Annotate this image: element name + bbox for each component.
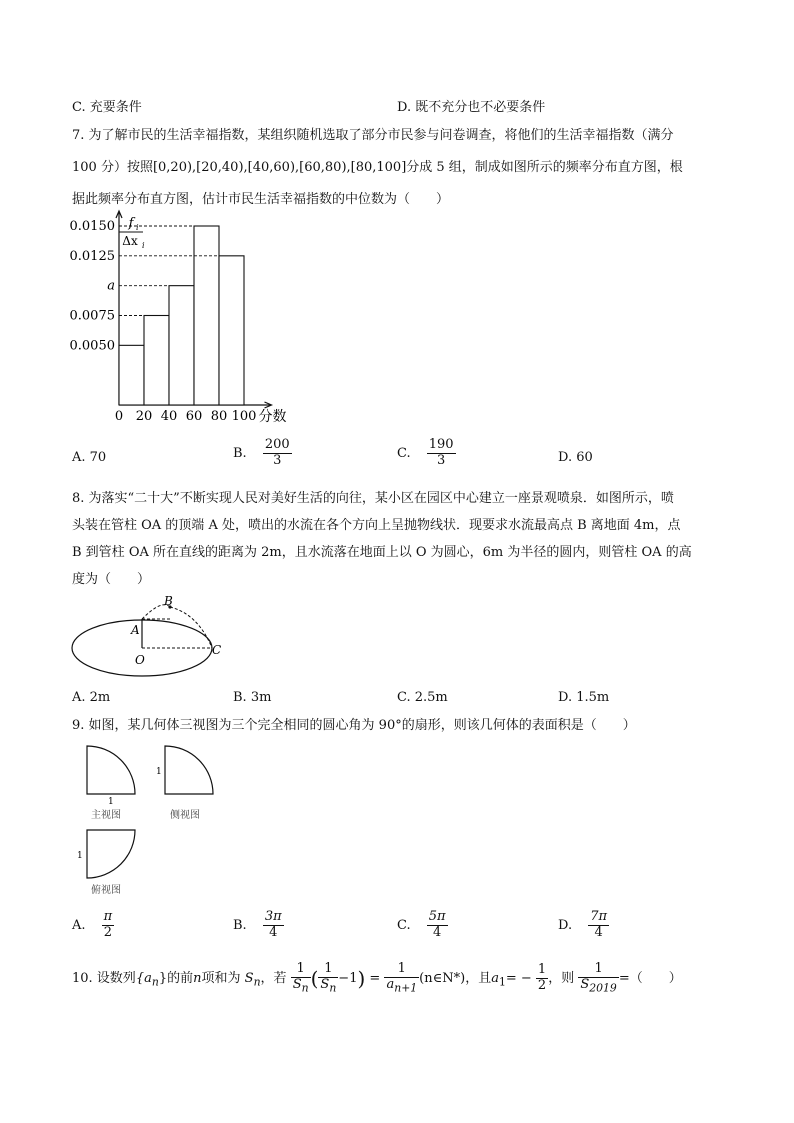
- histogram-bar: [219, 256, 244, 405]
- x-tick-label: 20: [135, 409, 153, 424]
- q9-option-a-denominator: 2: [103, 924, 113, 940]
- q9-option-c-label: C.: [397, 917, 411, 933]
- side-view-caption: 侧视图: [170, 810, 200, 821]
- q10-frac1-den-s: S: [292, 976, 302, 992]
- q10-a1: a: [491, 970, 499, 986]
- q9-option-c-denominator: 4: [433, 924, 442, 940]
- q10-n: n: [193, 970, 202, 986]
- q10-mid3: ，若: [260, 970, 287, 986]
- q10-minus-one: −1: [338, 970, 358, 986]
- q9-option-b-fraction: [263, 910, 284, 941]
- q10-eq: =: [369, 970, 381, 986]
- q8-stem-line4: 度为（ ）: [72, 572, 151, 587]
- q10-frac1-den-sub: n: [301, 981, 309, 995]
- x-tick-label: 60: [185, 409, 203, 424]
- q7-stem-line3: 据此频率分布直方图，估计市民生活幸福指数的中位数为（ ）: [72, 192, 450, 207]
- q7-option-c-denominator: 3: [437, 452, 446, 468]
- label-c: C: [212, 643, 222, 657]
- x-tick-label: 0: [114, 409, 124, 424]
- q7-option-b-numerator: 200: [264, 437, 290, 452]
- q10-frac2: [318, 962, 338, 995]
- q9-option-a-label: A.: [72, 917, 86, 933]
- q10-frac3-den-sub: n+1: [394, 981, 418, 995]
- q9-option-b-label: B.: [233, 917, 247, 933]
- q9-option-a-numerator: π: [103, 909, 113, 924]
- q10-frac4: [578, 962, 618, 995]
- q10-mid2: 项和为: [201, 970, 241, 986]
- y-axis-label-numerator: f: [128, 216, 134, 231]
- fountain-figure: [66, 594, 236, 680]
- q10-frac4-num: 1: [578, 962, 618, 978]
- q10-a1-sub: 1: [498, 975, 506, 989]
- q9-option-b-numerator: 3π: [264, 909, 282, 924]
- q10-frac1: [291, 962, 311, 995]
- q7-option-b-fraction: [263, 438, 292, 469]
- q10-mid1: 的前: [167, 970, 194, 986]
- q10-frac2-den-s: S: [320, 976, 330, 992]
- q7-stem-line1: 7. 为了解市民的生活幸福指数，某组织随机选取了部分市民参与问卷调查，将他们的生活幸福指数（满分: [72, 128, 674, 143]
- histogram-bar: [144, 316, 169, 406]
- q10-prefix: 10. 设数列: [72, 970, 136, 986]
- q7-option-b-denominator: 3: [273, 452, 282, 468]
- q8-option-d: D. 1.5m: [558, 690, 610, 705]
- histogram-bar: [169, 286, 194, 405]
- q8-option-b: B. 3m: [233, 690, 272, 705]
- q10-s-sub: n: [253, 975, 261, 989]
- q10-frac4-den-sub: 2019: [589, 981, 617, 995]
- q10-seq-sub: n: [151, 975, 159, 989]
- q7-option-b-label: B.: [233, 445, 247, 461]
- q9-option-d: [558, 910, 609, 941]
- y-axis-label-numerator-sub: i: [136, 223, 139, 232]
- q10-tail: =（ ）: [618, 970, 682, 986]
- q10-frac3: [384, 962, 419, 995]
- q8-stem-line3: B 到管柱 OA 所在直线的距离为 2m，且水流落在地面上以 O 为圆心，6m 为半径的圆内，则管柱 OA 的高: [72, 545, 692, 560]
- q8-stem-line2: 头装在管柱 OA 的顶端 A 处，喷出的水流在各个方向上呈抛物线状．现要求水流最高点 B 离地面 4m，点: [72, 518, 681, 533]
- q9-option-c: [397, 910, 448, 941]
- q10-half: [536, 963, 548, 994]
- q9-stem-line1: 9. 如图，某几何体三视图为三个完全相同的圆心角为 90°的扇形，则该几何体的表面积是（ ）: [72, 718, 636, 733]
- histogram-bar: [194, 226, 219, 405]
- q10-mid5: ，则: [548, 970, 575, 986]
- q10-seq: {a: [135, 970, 152, 986]
- q9-option-d-numerator: 7π: [590, 909, 608, 924]
- histogram-bar: [119, 345, 144, 405]
- q10-frac2-den: [318, 978, 338, 995]
- q10-half-den: 2: [537, 977, 547, 993]
- q7-stem-line2: 100 分）按照[0,20),[20,40),[40,60),[60,80),[80,100]分成 5 组，制成如图所示的频率分布直方图，根: [72, 160, 683, 175]
- q10-frac4-den: [578, 978, 618, 995]
- q9-option-a-fraction: [102, 910, 115, 941]
- q7-option-b: [233, 438, 292, 469]
- q7-option-a: A. 70: [72, 450, 107, 465]
- x-axis-label: 分数: [258, 409, 287, 425]
- q6-option-d: D. 既不充分也不必要条件: [397, 100, 546, 115]
- q10-frac3-num: 1: [384, 962, 419, 978]
- q9-option-a: [72, 910, 114, 941]
- q8-option-a: A. 2m: [72, 690, 111, 705]
- top-view-dim: 1: [77, 851, 83, 861]
- q7-option-c: [397, 438, 456, 469]
- q10-frac3-den-a: a: [386, 976, 395, 992]
- q9-option-d-fraction: [588, 910, 609, 941]
- label-o: O: [135, 653, 145, 667]
- side-view-dim: 1: [156, 767, 162, 777]
- q9-option-d-label: D.: [558, 917, 573, 933]
- q10-stem: 10. 设数列$\{a_n\}$的前n项和为 $S_n$，若 $\frac{1}{S_n}$ ( $\frac{1}{S_n}$ −1) = $\frac{1}{a_{n+1}}$ (n∈N*)，且$a_1=$ − $\frac{1}{2}$ ，则 $\frac{1}{S_{2019}}$ =（ ）: [72, 961, 682, 995]
- q9-option-c-fraction: [427, 910, 448, 941]
- q10-frac3-den: [384, 978, 419, 995]
- q10-half-num: 1: [537, 962, 547, 978]
- q7-option-c-fraction: [427, 438, 456, 469]
- q6-option-c: C. 充要条件: [72, 100, 142, 115]
- y-tick-label: 0.0075: [69, 308, 115, 324]
- q7-option-d: D. 60: [558, 450, 593, 465]
- top-view-sector: [87, 830, 135, 878]
- q10-frac1-den: [291, 978, 311, 995]
- q7-option-c-label: C.: [397, 445, 411, 461]
- label-b: B: [164, 594, 173, 608]
- label-a: A: [131, 623, 140, 637]
- y-tick-label: 0.0050: [69, 338, 115, 354]
- q9-option-d-denominator: 4: [594, 924, 603, 940]
- q10-mid4: ，且: [465, 970, 492, 986]
- q10-frac1-num: 1: [291, 962, 311, 978]
- y-tick-label: a: [107, 278, 115, 294]
- frequency-histogram: [60, 208, 320, 430]
- q9-option-c-numerator: 5π: [428, 909, 446, 924]
- front-view-dim: 1: [108, 797, 114, 807]
- q10-s: S: [244, 970, 254, 986]
- side-view-sector: [165, 746, 213, 794]
- three-views-figure: [70, 738, 230, 900]
- q10-frac2-den-sub: n: [329, 981, 337, 995]
- q9-option-b-denominator: 4: [269, 924, 278, 940]
- top-view-caption: 俯视图: [91, 885, 121, 896]
- q8-stem-line1: 8. 为落实“二十大”不断实现人民对美好生活的向往，某小区在园区中心建立一座景观喷泉．如图所示，喷: [72, 491, 674, 506]
- q9-option-b: [233, 910, 284, 941]
- y-tick-label: 0.0150: [69, 219, 115, 234]
- q8-option-c: C. 2.5m: [397, 690, 448, 705]
- y-axis-label-denominator-sub: i: [142, 241, 145, 250]
- y-axis-label-denominator: Δx: [122, 234, 138, 248]
- q10-seq-close: }: [158, 970, 168, 986]
- q10-frac2-num: 1: [318, 962, 338, 978]
- q10-frac4-den-s: S: [580, 976, 590, 992]
- q10-a1-eq: = −: [505, 970, 532, 986]
- q7-option-c-numerator: 190: [428, 437, 454, 452]
- front-view-sector: [87, 746, 135, 794]
- x-tick-label: 100: [231, 409, 257, 424]
- front-view-caption: 主视图: [91, 810, 121, 821]
- y-tick-label: 0.0125: [69, 248, 115, 264]
- x-tick-label: 80: [210, 409, 228, 424]
- q10-cond: (n∈N*): [419, 970, 466, 986]
- x-tick-label: 40: [160, 409, 178, 424]
